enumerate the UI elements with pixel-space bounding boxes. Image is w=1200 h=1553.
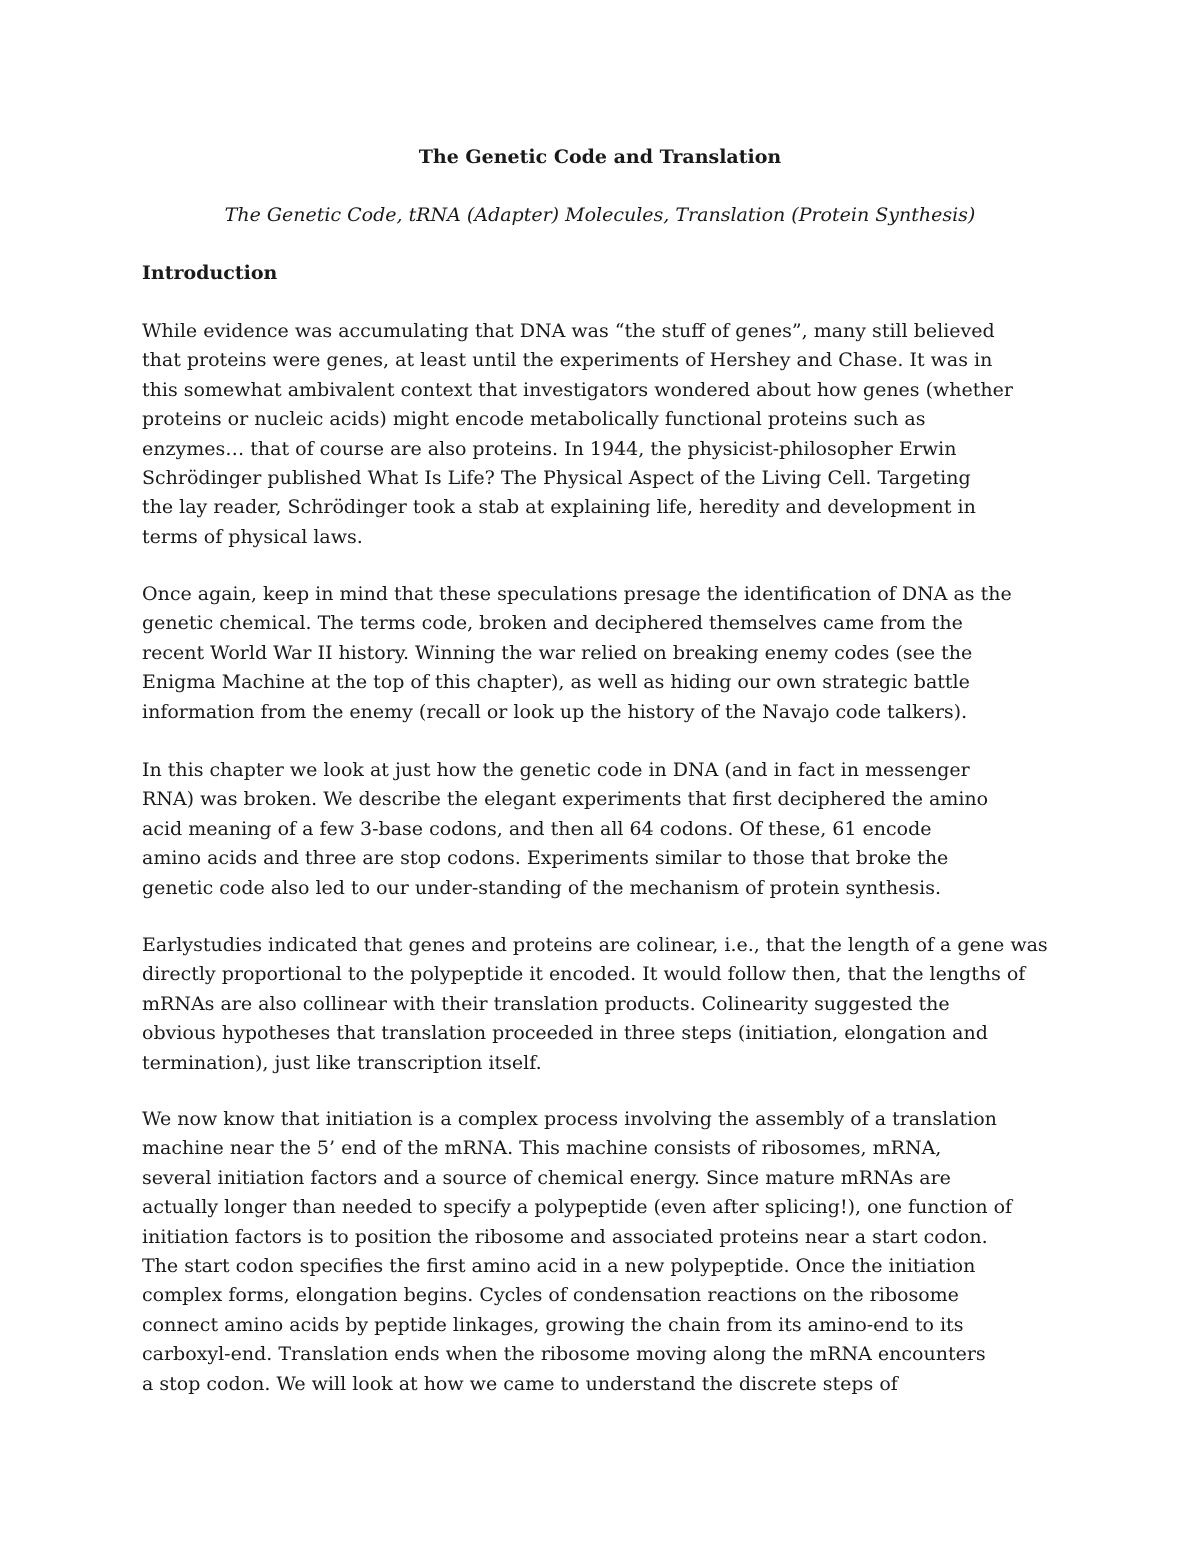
text-line: obvious hypotheses that translation proceeded in three steps (initiation, elongation and — [142, 1022, 988, 1045]
document-title: The Genetic Code and Translation — [418, 146, 782, 168]
text-line: While evidence was accumulating that DNA was “the stuff of genes”, many still believed — [142, 320, 995, 342]
text-line: this somewhat ambivalent context that investigators wondered about how genes (whether — [142, 378, 1013, 401]
text-line: The start codon specifies the first amino acid in a new polypeptide. Once the initiation — [142, 1254, 976, 1277]
text-line: carboxyl-end. Translation ends when the ribosome moving along the mRNA encounters — [142, 1343, 986, 1366]
text-line: directly proportional to the polypeptide it encoded. It would follow then, that the lengths of — [142, 963, 1026, 986]
text-line: amino acids and three are stop codons. Experiments similar to those that broke the — [142, 847, 949, 870]
text-line: RNA) was broken. We describe the elegant experiments that first deciphered the amino — [142, 788, 989, 811]
paragraph-1 — [142, 317, 1062, 552]
text-line: initiation factors is to position the ribosome and associated proteins near a start codon. — [142, 1225, 988, 1248]
text-line: terms of physical laws. — [142, 525, 363, 548]
text-line: information from the enemy (recall or look up the history of the Navajo code talkers). — [142, 700, 968, 723]
text-line: termination), just like transcription itself. — [142, 1051, 542, 1074]
text-line: We now know that initiation is a complex process involving the assembly of a translation — [142, 1108, 997, 1130]
text-line: complex forms, elongation begins. Cycles of condensation reactions on the ribosome — [142, 1284, 959, 1307]
text-line: genetic code also led to our under-standing of the mechanism of protein synthesis. — [142, 876, 942, 899]
text-line: acid meaning of a few 3-base codons, and then all 64 codons. Of these, 61 encode — [142, 817, 932, 840]
section-heading: Introduction — [142, 262, 278, 284]
text-line: Schrödinger published What Is Life? The Physical Aspect of the Living Cell. Targeting — [142, 466, 971, 489]
text-line: the lay reader, Schrödinger took a stab at explaining life, heredity and development in — [142, 496, 976, 519]
text-line: several initiation factors and a source of chemical energy. Since mature mRNAs are — [142, 1166, 951, 1189]
text-line: Once again, keep in mind that these speculations presage the identification of DNA as the — [142, 583, 1012, 605]
text-line: machine near the 5’ end of the mRNA. This machine consists of ribosomes, mRNA, — [142, 1137, 942, 1160]
text-line: Earlystudies indicated that genes and proteins are colinear, i.e., that the length of a gene was — [142, 934, 1048, 956]
paragraph-3 — [142, 756, 1062, 903]
text-line: enzymes… that of course are also proteins. In 1944, the physicist-philosopher Erwin — [142, 437, 957, 460]
text-line: recent World War II history. Winning the war relied on breaking enemy codes (see the — [142, 641, 973, 664]
paragraph-2 — [142, 580, 1062, 727]
text-line: a stop codon. We will look at how we came to understand the discrete steps of — [142, 1372, 898, 1395]
text-line: mRNAs are also collinear with their translation products. Colinearity suggested the — [142, 992, 950, 1015]
document-subtitle: The Genetic Code, tRNA (Adapter) Molecules, Translation (Protein Synthesis) — [224, 204, 976, 226]
text-line: that proteins were genes, at least until the experiments of Hershey and Chase. It was in — [142, 349, 993, 372]
text-line: actually longer than needed to specify a polypeptide (even after splicing!), one function of — [142, 1196, 1013, 1219]
paragraph-4 — [142, 931, 1062, 1078]
text-line: Enigma Machine at the top of this chapter), as well as hiding our own strategic battle — [142, 671, 970, 694]
text-line: connect amino acids by peptide linkages, growing the chain from its amino-end to its — [142, 1313, 964, 1336]
text-line: genetic chemical. The terms code, broken and deciphered themselves came from the — [142, 612, 963, 635]
text-line: proteins or nucleic acids) might encode metabolically functional proteins such as — [142, 408, 926, 431]
text-line: In this chapter we look at just how the genetic code in DNA (and in fact in messenger — [142, 759, 970, 781]
paragraph-5 — [142, 1105, 1062, 1399]
